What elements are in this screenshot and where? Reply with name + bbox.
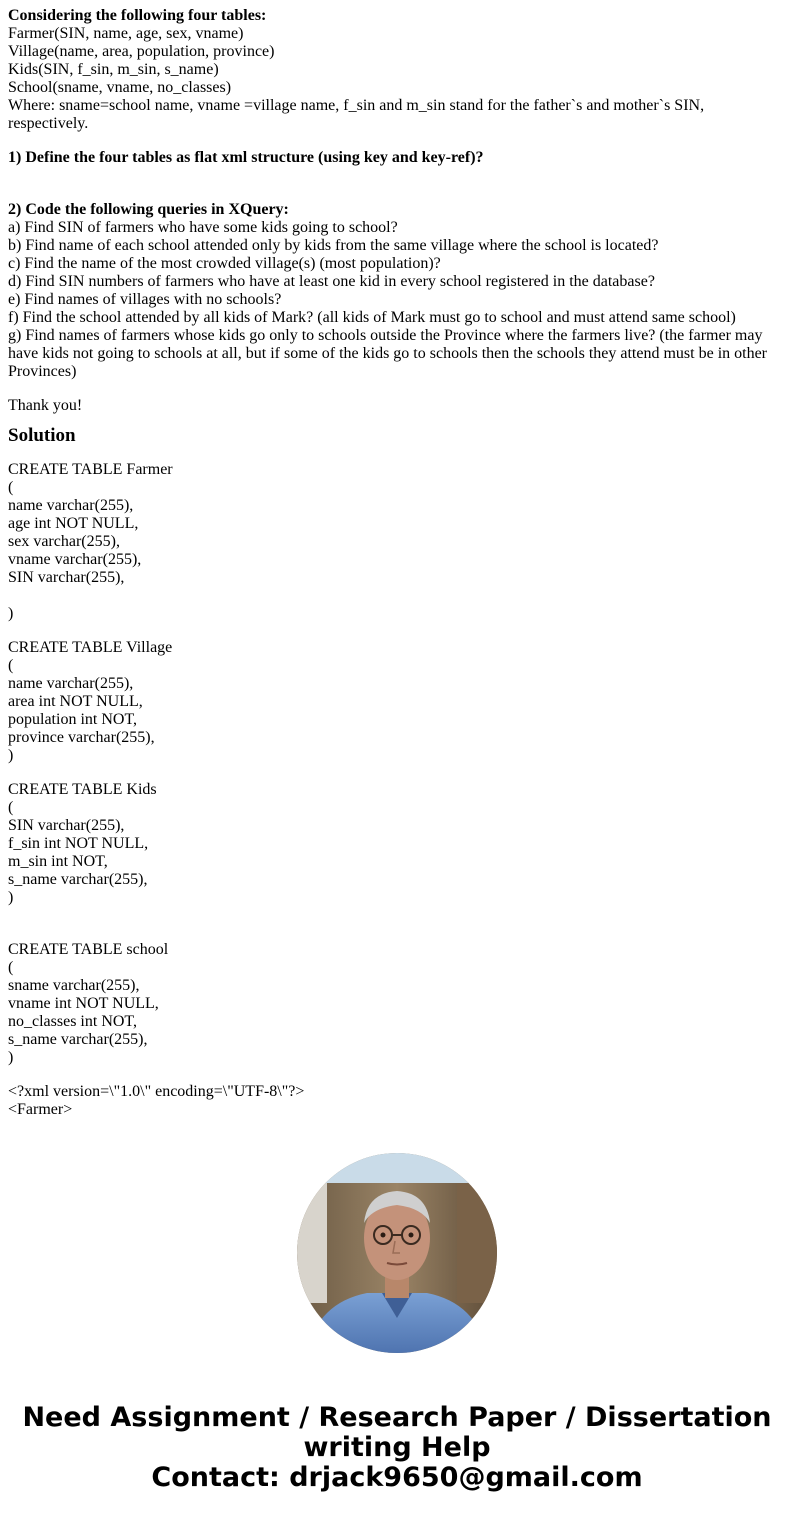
query-g: g) Find names of farmers whose kids go only to schools outside the Province where the farmers live? (the farmer may have kids not going to schools at all, but if some of the kids go to schools then the schools they attend must be in other Provinces) (8, 327, 772, 380)
code-line: no_classes int NOT, (8, 1013, 138, 1030)
table-schema-kids: Kids(SIN, f_sin, m_sin, s_name) (8, 61, 219, 78)
code-line: CREATE TABLE school (8, 941, 169, 958)
create-table-kids (8, 781, 780, 907)
code-line: population int NOT, (8, 711, 138, 728)
xml-declaration: <?xml version=\"1.0\" encoding=\"UTF-8\"?> (8, 1083, 305, 1100)
code-line: ( (8, 479, 14, 496)
code-line: CREATE TABLE Kids (8, 781, 157, 798)
author-avatar (297, 1153, 497, 1353)
document-body (8, 7, 780, 1122)
banner-line-1: Need Assignment / Research Paper / Dissertation (22, 1402, 772, 1433)
part2-heading: 2) Code the following queries in XQuery: (8, 201, 289, 218)
code-line: SIN varchar(255), (8, 817, 125, 834)
code-line: name varchar(255), (8, 675, 134, 692)
code-line: vname varchar(255), (8, 551, 142, 568)
create-table-school (8, 941, 780, 1067)
code-line: name varchar(255), (8, 497, 134, 514)
code-line: SIN varchar(255), (8, 569, 125, 586)
create-table-farmer (8, 461, 780, 623)
code-line: m_sin int NOT, (8, 853, 108, 870)
code-line: ) (8, 889, 14, 906)
code-line: CREATE TABLE Farmer (8, 461, 173, 478)
code-line: province varchar(255), (8, 729, 155, 746)
code-line: area int NOT NULL, (8, 693, 143, 710)
code-line: ( (8, 959, 14, 976)
code-line: s_name varchar(255), (8, 871, 148, 888)
query-c: c) Find the name of the most crowded village(s) (most population)? (8, 255, 441, 272)
query-d: d) Find SIN numbers of farmers who have at least one kid in every school registered in the database? (8, 273, 655, 290)
query-b: b) Find name of each school attended only by kids from the same village where the school is located? (8, 237, 659, 254)
query-a: a) Find SIN of farmers who have some kids going to school? (8, 219, 398, 236)
thanks-text: Thank you! (8, 397, 83, 414)
solution-heading: Solution (8, 425, 76, 446)
query-f: f) Find the school attended by all kids of Mark? (all kids of Mark must go to school and must attend same school) (8, 309, 736, 326)
table-schema-farmer: Farmer(SIN, name, age, sex, vname) (8, 25, 244, 42)
code-line: ) (8, 1049, 14, 1066)
part1-question: 1) Define the four tables as flat xml structure (using key and key-ref)? (8, 149, 484, 166)
code-line: ) (8, 605, 14, 622)
xml-farmer-tag: <Farmer> (8, 1101, 73, 1118)
contact-banner (0, 1403, 794, 1493)
code-line: age int NOT NULL, (8, 515, 139, 532)
code-line: ) (8, 747, 14, 764)
query-e: e) Find names of villages with no schools? (8, 291, 282, 308)
code-line: CREATE TABLE Village (8, 639, 173, 656)
code-line: ( (8, 657, 14, 674)
where-note: Where: sname=school name, vname =village name, f_sin and m_sin stand for the father`s and mother`s SIN, respectively. (8, 97, 709, 132)
banner-line-2: writing Help (303, 1432, 491, 1463)
code-line: sex varchar(255), (8, 533, 120, 550)
code-line: s_name varchar(255), (8, 1031, 148, 1048)
create-table-village (8, 639, 780, 765)
code-line: ( (8, 799, 14, 816)
table-schema-school: School(sname, vname, no_classes) (8, 79, 232, 96)
table-schema-village: Village(name, area, population, province) (8, 43, 275, 60)
code-line: f_sin int NOT NULL, (8, 835, 149, 852)
code-line: sname varchar(255), (8, 977, 140, 994)
intro-heading: Considering the following four tables: (8, 7, 267, 24)
contact-email[interactable]: Contact: drjack9650@gmail.com (151, 1462, 643, 1493)
code-line: vname int NOT NULL, (8, 995, 159, 1012)
